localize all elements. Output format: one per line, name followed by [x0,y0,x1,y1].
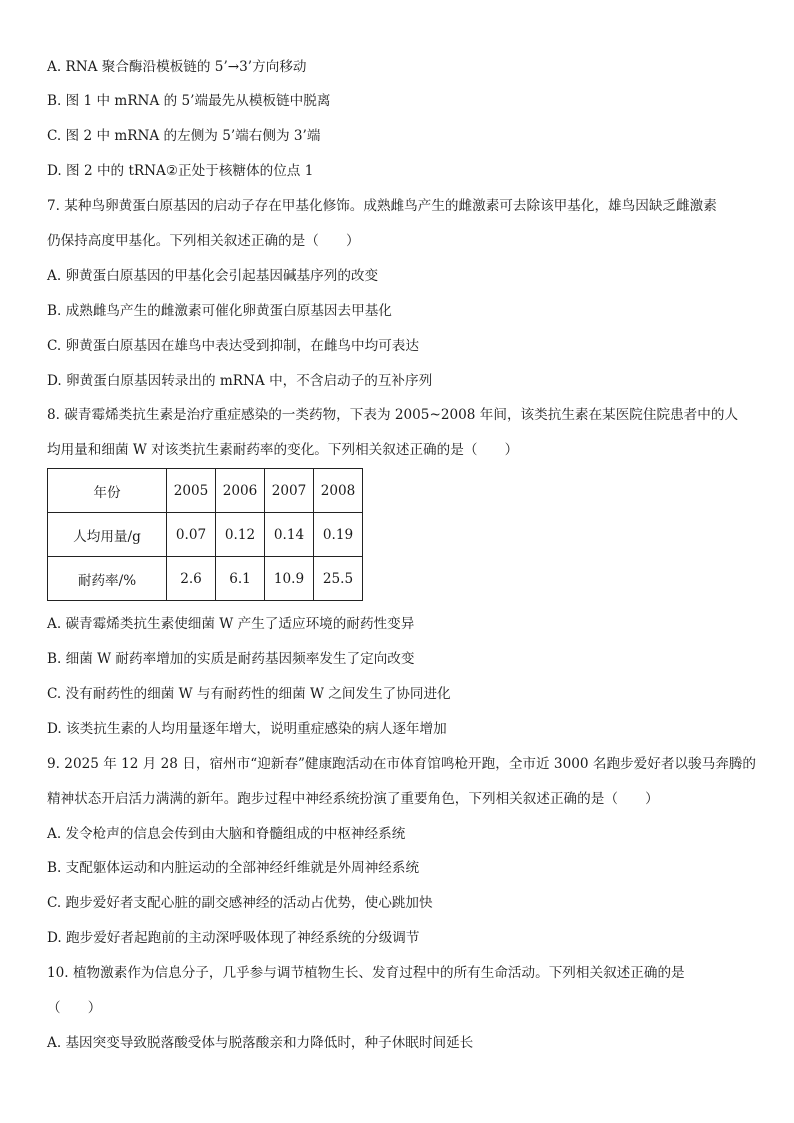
table-row [48,557,363,601]
table-cell: 0.07 [167,513,216,557]
q10-stem-line2: （ ） [47,1000,102,1016]
table-cell: 0.14 [265,513,314,557]
q7-stem-line1: 7. 某种鸟卵黄蛋白原基因的启动子存在甲基化修饰。成熟雌鸟产生的雌激素可去除该甲基化，雄鸟因缺乏雌激素 [47,198,717,214]
q8-option-c: C. 没有耐药性的细菌 W 与有耐药性的细菌 W 之间发生了协同进化 [47,686,451,702]
q8-option-b: B. 细菌 W 耐药率增加的实质是耐药基因频率发生了定向改变 [47,651,415,667]
q9-stem-line1: 9. 2025 年 12 月 28 日，宿州市“迎新春”健康跑活动在市体育馆鸣枪开跑，全市近 3000 名跑步爱好者以骏马奔腾的 [47,756,756,772]
table-cell: 2.6 [167,557,216,601]
table-header-cell: 2008 [314,469,363,513]
q7-option-c: C. 卵黄蛋白原基因在雄鸟中表达受到抑制，在雌鸟中均可表达 [47,338,419,354]
table-cell: 人均用量/g [48,513,167,557]
q8-option-a: A. 碳青霉烯类抗生素使细菌 W 产生了适应环境的耐药性变异 [47,616,415,632]
q9-stem-line2: 精神状态开启活力满满的新年。跑步过程中神经系统扮演了重要角色，下列相关叙述正确的是（ ） [47,791,659,807]
table-cell: 耐药率/% [48,557,167,601]
q6-option-d: D. 图 2 中的 tRNA②正处于核糖体的位点 1 [47,163,314,179]
q8-data-table [47,468,363,601]
q7-stem-line2: 仍保持高度甲基化。下列相关叙述正确的是（ ） [47,233,360,249]
table-cell: 6.1 [216,557,265,601]
q10-option-a: A. 基因突变导致脱落酸受体与脱落酸亲和力降低时，种子休眠时间延长 [47,1035,474,1051]
q6-option-a: A. RNA 聚合酶沿模板链的 5’→3’方向移动 [47,59,307,75]
table-cell: 0.12 [216,513,265,557]
table-cell: 10.9 [265,557,314,601]
table-cell: 0.19 [314,513,363,557]
q9-option-a: A. 发令枪声的信息会传到由大脑和脊髓组成的中枢神经系统 [47,826,406,842]
q8-stem-line2: 均用量和细菌 W 对该类抗生素耐药率的变化。下列相关叙述正确的是（ ） [47,442,519,458]
q7-option-b: B. 成熟雌鸟产生的雌激素可催化卵黄蛋白原基因去甲基化 [47,303,392,319]
q9-option-b: B. 支配躯体运动和内脏运动的全部神经纤维就是外周神经系统 [47,860,420,876]
q10-stem-line1: 10. 植物激素作为信息分子，几乎参与调节植物生长、发育过程中的所有生命活动。下列相关叙述正确的是 [47,965,685,981]
q9-option-c: C. 跑步爱好者支配心脏的副交感神经的活动占优势，使心跳加快 [47,895,433,911]
q6-option-c: C. 图 2 中 mRNA 的左侧为 5’端右侧为 3’端 [47,128,321,144]
q7-option-a: A. 卵黄蛋白原基因的甲基化会引起基因碱基序列的改变 [47,268,379,284]
q8-stem-line1: 8. 碳青霉烯类抗生素是治疗重症感染的一类药物，下表为 2005~2008 年间，该类抗生素在某医院住院患者中的人 [47,407,739,423]
table-header-cell: 2006 [216,469,265,513]
q7-option-d: D. 卵黄蛋白原基因转录出的 mRNA 中，不含启动子的互补序列 [47,373,433,389]
q8-option-d: D. 该类抗生素的人均用量逐年增大，说明重症感染的病人逐年增加 [47,721,447,737]
table-header-cell: 2005 [167,469,216,513]
table-row [48,513,363,557]
table-header-row [48,469,363,513]
q6-option-b: B. 图 1 中 mRNA 的 5’端最先从模板链中脱离 [47,93,331,109]
table-header-cell: 2007 [265,469,314,513]
q9-option-d: D. 跑步爱好者起跑前的主动深呼吸体现了神经系统的分级调节 [47,930,420,946]
table-cell: 25.5 [314,557,363,601]
table-header-cell: 年份 [48,469,167,513]
